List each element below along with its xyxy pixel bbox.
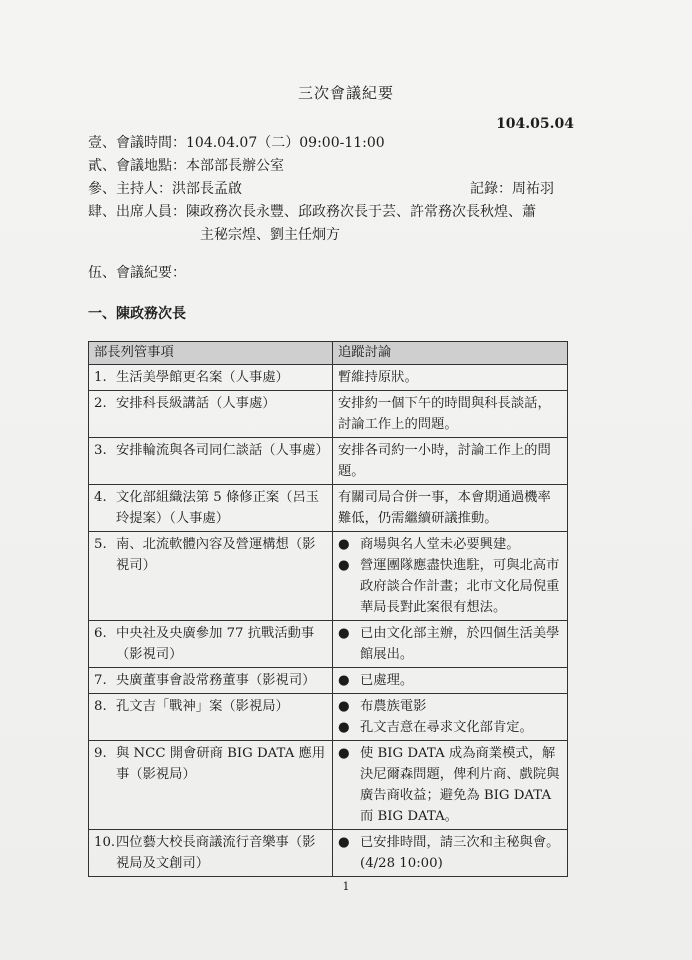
discussion-cell bbox=[333, 365, 568, 391]
meeting-time: 壹、會議時間：104.04.07（二）09:00-11:00 bbox=[88, 135, 385, 151]
item-text: 孔文吉「戰神」案（影視局） bbox=[116, 699, 289, 714]
note-text: 已處理。 bbox=[360, 673, 414, 688]
table-row bbox=[89, 365, 568, 391]
item-number: 1. bbox=[94, 370, 107, 385]
item-number: 9. bbox=[94, 746, 107, 761]
item-cell bbox=[89, 694, 333, 741]
discussion-cell bbox=[333, 668, 568, 694]
discussion-note bbox=[338, 487, 562, 529]
item-text: 四位藝大校長商議流行音樂事（影視局及文創司） bbox=[116, 835, 316, 871]
discussion-cell bbox=[333, 694, 568, 741]
discussion-note bbox=[338, 534, 562, 555]
note-text: 有關司局合併一事，本會期通過機率難低，仍需繼續研議推動。 bbox=[338, 490, 551, 526]
note-text: 暫維持原狀。 bbox=[338, 370, 418, 385]
bullet-icon: ● bbox=[338, 626, 350, 641]
discussion-cell bbox=[333, 485, 568, 532]
discussion-cell bbox=[333, 438, 568, 485]
discussion-note bbox=[338, 717, 562, 738]
note-text: 安排約一個下午的時間與科長談話，討論工作上的問題。 bbox=[338, 396, 551, 432]
discussion-note bbox=[338, 623, 562, 665]
item-text: 文化部組織法第 5 條修正案（呂玉玲提案）（人事處） bbox=[116, 490, 320, 526]
discussion-note bbox=[338, 696, 562, 717]
item-number: 4. bbox=[94, 490, 107, 505]
item-cell bbox=[89, 532, 333, 621]
column-header-discussion: 追蹤討論 bbox=[333, 342, 568, 365]
note-text: 已安排時間，請三次和主秘與會。(4/28 10:00) bbox=[360, 835, 560, 871]
page-number: 1 bbox=[342, 880, 350, 893]
item-number: 6. bbox=[94, 626, 107, 641]
table-row bbox=[89, 438, 568, 485]
bullet-icon: ● bbox=[338, 720, 350, 735]
table-header-row bbox=[89, 342, 568, 365]
item-text: 生活美學館更名案（人事處） bbox=[116, 370, 289, 385]
table-body bbox=[89, 365, 568, 877]
discussion-note bbox=[338, 555, 562, 618]
discussion-cell bbox=[333, 391, 568, 438]
table-row bbox=[89, 694, 568, 741]
item-cell bbox=[89, 830, 333, 877]
table-row bbox=[89, 485, 568, 532]
note-text: 營運團隊應盡快進駐，可與北高市政府談合作計畫；北市文化局倪重華局長對此案很有想法。 bbox=[360, 558, 560, 615]
item-cell bbox=[89, 391, 333, 438]
attendees-line-1: 肆、出席人員：陳政務次長永豐、邱政務次長于芸、許常務次長秋煌、蕭 bbox=[88, 204, 536, 220]
note-text: 布農族電影 bbox=[360, 699, 427, 714]
column-header-item: 部長列管事項 bbox=[89, 342, 333, 365]
discussion-note bbox=[338, 440, 562, 482]
item-cell bbox=[89, 438, 333, 485]
table-row bbox=[89, 741, 568, 830]
item-cell bbox=[89, 741, 333, 830]
item-text: 安排科長級講話（人事處） bbox=[116, 396, 276, 411]
table-row bbox=[89, 391, 568, 438]
item-cell bbox=[89, 485, 333, 532]
discussion-cell bbox=[333, 621, 568, 668]
discussion-note bbox=[338, 670, 562, 691]
discussion-note bbox=[338, 367, 562, 388]
table-row bbox=[89, 830, 568, 877]
table-row bbox=[89, 532, 568, 621]
discussion-cell bbox=[333, 532, 568, 621]
item-cell bbox=[89, 668, 333, 694]
discussion-cell bbox=[333, 741, 568, 830]
table-row bbox=[89, 668, 568, 694]
item-number: 7. bbox=[94, 673, 107, 688]
item-number: 3. bbox=[94, 443, 107, 458]
item-number: 10. bbox=[94, 835, 116, 850]
discussion-note bbox=[338, 393, 562, 435]
meeting-chair: 參、主持人：洪部長孟啟 bbox=[88, 181, 242, 197]
item-text: 與 NCC 開會研商 BIG DATA 應用事（影視局） bbox=[116, 746, 326, 782]
document-date: 104.05.04 bbox=[496, 116, 574, 132]
note-text: 孔文吉意在尋求文化部肯定。 bbox=[360, 720, 533, 735]
note-text: 安排各司約一小時，討論工作上的問題。 bbox=[338, 443, 551, 479]
meeting-recorder: 記錄：周祐羽 bbox=[470, 181, 554, 197]
bullet-icon: ● bbox=[338, 699, 350, 714]
bullet-icon: ● bbox=[338, 835, 350, 850]
item-cell bbox=[89, 621, 333, 668]
attendees-line-2: 主秘宗煌、劉主任炯方 bbox=[200, 227, 340, 243]
item-text: 安排輪流與各司同仁談話（人事處） bbox=[116, 443, 329, 458]
item-cell bbox=[89, 365, 333, 391]
item-number: 8. bbox=[94, 699, 107, 714]
meeting-place: 貳、會議地點：本部部長辦公室 bbox=[88, 158, 284, 174]
note-text: 已由文化部主辦，於四個生活美學館展出。 bbox=[360, 626, 560, 662]
item-number: 2. bbox=[94, 396, 107, 411]
note-text: 使 BIG DATA 成為商業模式，解決尼爾森問題，俾利片商、戲院與廣告商收益；避免為 BIG DATA 而 BIG DATA。 bbox=[360, 746, 560, 824]
bullet-icon: ● bbox=[338, 558, 350, 573]
item-text: 中央社及央廣參加 77 抗戰活動事（影視司） bbox=[116, 626, 315, 662]
bullet-icon: ● bbox=[338, 746, 350, 761]
discussion-note bbox=[338, 743, 562, 827]
document-title: 三次會議紀要 bbox=[297, 84, 394, 102]
meeting-summary-heading: 伍、會議紀要： bbox=[88, 265, 186, 281]
tracking-table bbox=[88, 341, 568, 877]
discussion-cell bbox=[333, 830, 568, 877]
item-text: 南、北流軟體內容及營運構想（影視司） bbox=[116, 537, 316, 573]
note-text: 商場與名人堂未必要興建。 bbox=[360, 537, 520, 552]
item-number: 5. bbox=[94, 537, 107, 552]
discussion-note bbox=[338, 832, 562, 874]
section-heading: 一、陳政務次長 bbox=[88, 306, 186, 322]
item-text: 央廣董事會設常務董事（影視司） bbox=[116, 673, 316, 688]
bullet-icon: ● bbox=[338, 537, 350, 552]
bullet-icon: ● bbox=[338, 673, 350, 688]
table-row bbox=[89, 621, 568, 668]
